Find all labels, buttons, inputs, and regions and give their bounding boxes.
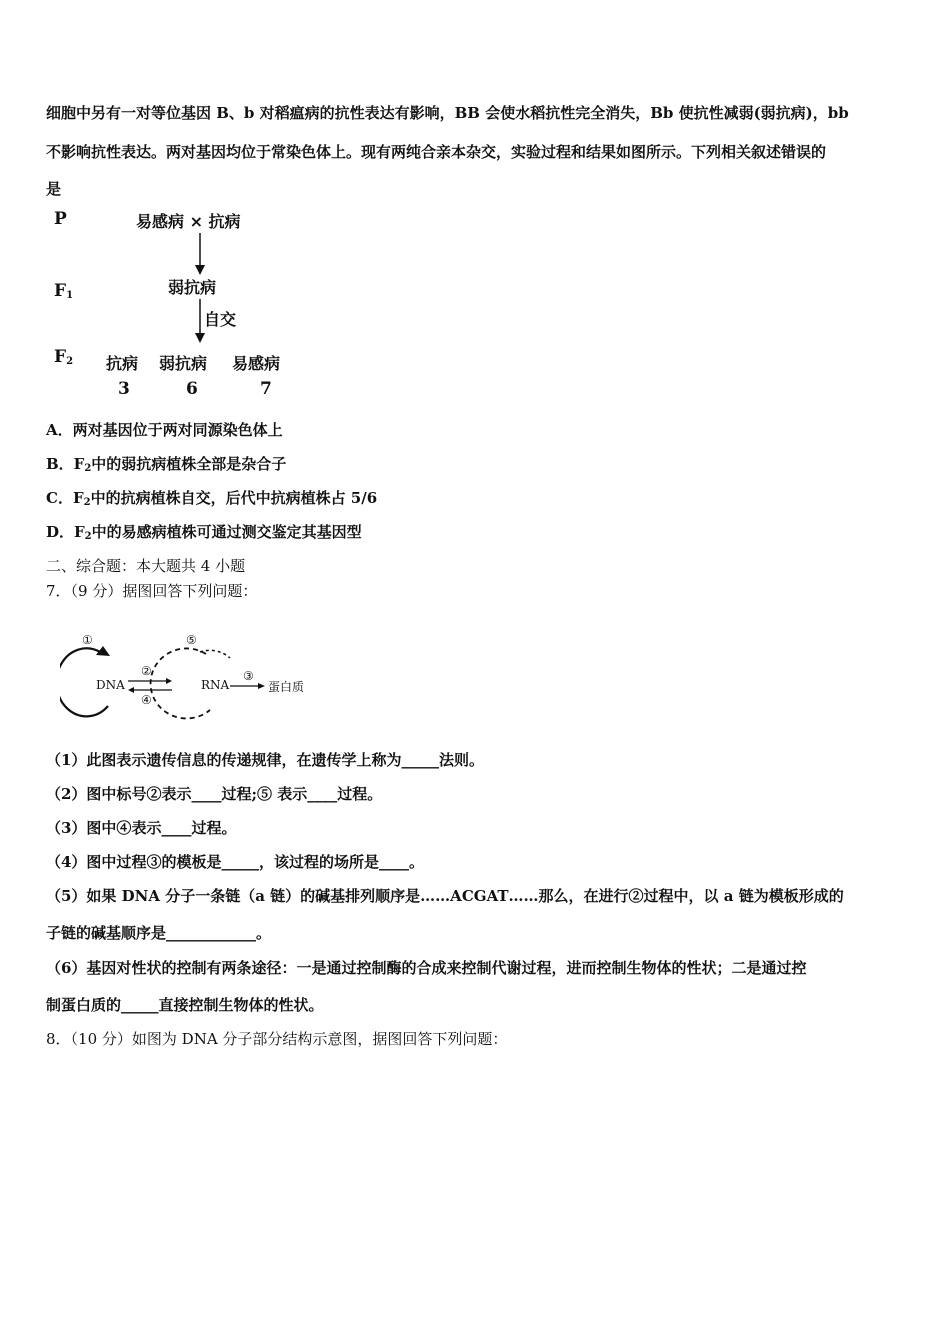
label-2: ② bbox=[141, 664, 152, 678]
intro-line-2: 不影响抗性表达。两对基因均位于常染色体上。现有两纯合亲本杂交，实验过程和结果如图所示。下列相关叙述错误的 bbox=[46, 143, 827, 161]
f2-ratio-susceptible: 7 bbox=[260, 379, 272, 399]
dna-label: DNA bbox=[96, 678, 125, 692]
q7-sub-1: （1）此图表示遗传信息的传递规律，在遗传学上称为_____法则。 bbox=[46, 751, 484, 769]
section-title: 二、综合题：本大题共 4 小题 bbox=[46, 557, 246, 575]
rna-label: RNA bbox=[201, 678, 230, 692]
q7-sub-3: （3）图中④表示____过程。 bbox=[46, 819, 237, 837]
selfing-label: 自交 bbox=[204, 310, 237, 329]
central-dogma-diagram bbox=[60, 628, 320, 724]
option-c: C．$F_2$中的抗病植株自交，后代中抗病植株占 5/6 bbox=[46, 489, 378, 508]
label-5: ⑤ bbox=[186, 633, 197, 647]
p-label: P bbox=[54, 209, 67, 229]
protein-label: 蛋白质 bbox=[268, 680, 305, 694]
q7-header: 7．（9 分）据图回答下列问题： bbox=[46, 582, 258, 600]
q8-header: 8．（10 分）如图为 DNA 分子部分结构示意图，据图回答下列问题： bbox=[46, 1030, 508, 1048]
label-3: ③ bbox=[243, 669, 254, 683]
q7-sub-4: （4）图中过程③的模板是_____，该过程的场所是____。 bbox=[46, 853, 424, 871]
f2-phenotype-resistant: 抗病 bbox=[106, 354, 139, 373]
option-a: A．两对基因位于两对同源染色体上 bbox=[46, 421, 283, 439]
q7-sub-6-line-2: 制蛋白质的_____直接控制生物体的性状。 bbox=[46, 996, 324, 1014]
q7-sub-2: （2）图中标号②表示____过程;⑤ 表示____过程。 bbox=[46, 785, 383, 803]
label-4: ④ bbox=[141, 693, 152, 707]
f1-label: $F_1$ bbox=[54, 281, 74, 301]
down-arrow-1 bbox=[194, 233, 208, 277]
f2-phenotype-weak: 弱抗病 bbox=[159, 354, 208, 373]
option-d: D．$F_2$中的易感病植株可通过测交鉴定其基因型 bbox=[46, 523, 362, 542]
q7-sub-5-line-2: 子链的碱基顺序是____________。 bbox=[46, 924, 272, 942]
f1-phenotype: 弱抗病 bbox=[168, 278, 217, 297]
f2-label: $F_2$ bbox=[54, 347, 74, 367]
q7-sub-5-line-1: （5）如果 DNA 分子一条链（a 链）的碱基排列顺序是……ACGAT……那么，在进行②过程中，以 a 链为模板形成的 bbox=[46, 887, 844, 905]
option-b: B．$F_2$中的弱抗病植株全部是杂合子 bbox=[46, 455, 287, 474]
parents-text: 易感病 × 抗病 bbox=[136, 212, 241, 231]
q7-sub-6-line-1: （6）基因对性状的控制有两条途径：一是通过控制酶的合成来控制代谢过程，进而控制生物体的性状；二是通过控 bbox=[46, 959, 807, 977]
f2-ratio-weak: 6 bbox=[186, 379, 198, 399]
f2-phenotype-susceptible: 易感病 bbox=[232, 354, 281, 373]
label-1: ① bbox=[82, 633, 93, 647]
intro-line-1: 细胞中另有一对等位基因 B、b 对稻瘟病的抗性表达有影响，BB 会使水稻抗性完全消失，Bb 使抗性减弱(弱抗病)，bb bbox=[46, 104, 849, 122]
f2-ratio-resistant: 3 bbox=[118, 379, 130, 399]
cross-diagram bbox=[46, 205, 316, 405]
intro-line-3: 是 bbox=[46, 180, 62, 198]
